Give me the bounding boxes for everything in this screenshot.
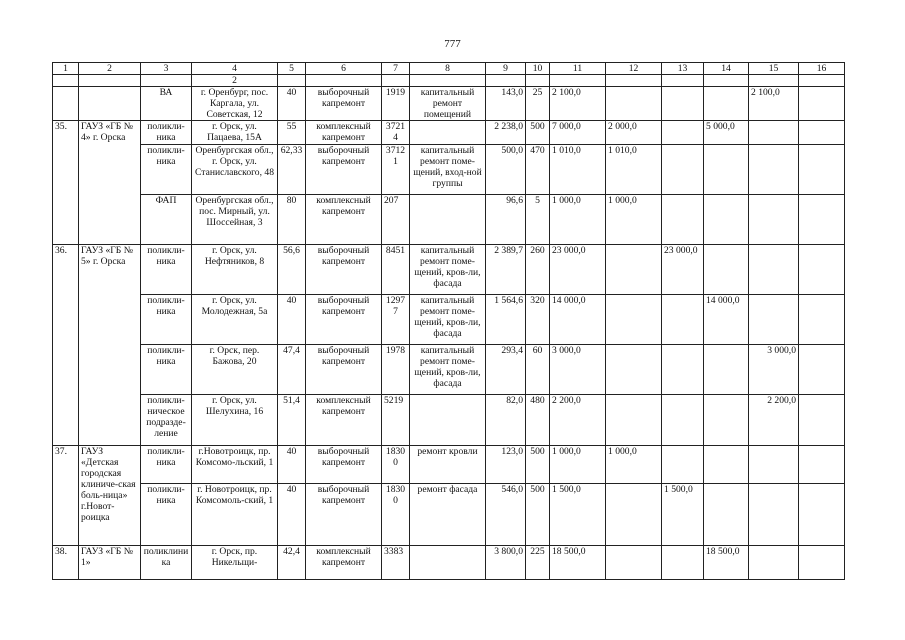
cost-year [799,345,845,395]
capacity: 500 [526,121,550,145]
cell [410,75,486,87]
capacity: 500 [526,446,550,484]
cost-year [606,245,662,295]
capacity: 5 [526,195,550,245]
header-cell: 13 [662,63,704,75]
cost-year: 18 500,0 [704,546,749,580]
table-row [53,446,845,484]
cell [550,75,606,87]
cost-year [662,87,704,121]
facility-type: ФАП [141,195,192,245]
cost-year: 23 000,0 [662,245,704,295]
total-cost: 2 100,0 [550,87,606,121]
header-cell: 11 [550,63,606,75]
cost-year [662,145,704,195]
table-row [53,245,845,295]
cost-year [799,195,845,245]
work-description: ремонт фасада [410,484,486,546]
facility-type: поликли-ническое подразде-ление [141,395,192,446]
cost-year [799,546,845,580]
table-row [53,546,845,580]
header-cell: 6 [306,63,382,75]
wear-percent: 56,6 [278,245,306,295]
row-number: 38. [53,546,79,580]
cost-year [662,195,704,245]
capacity: 260 [526,245,550,295]
address: Оренбургская обл., г. Орск, ул. Станиславского, 48 [192,145,278,195]
cost-year [799,395,845,446]
capacity: 470 [526,145,550,195]
area: 3 800,0 [486,546,526,580]
facility-type: поликли-ника [141,295,192,345]
cell [278,75,306,87]
year-or-code: 37214 [382,121,410,145]
cost-year [749,121,799,145]
header-cell: 10 [526,63,550,75]
institution: ГАУЗ «ГБ № 5» г. Орска [79,245,141,446]
repair-type: выборочный капремонт [306,484,382,546]
row-number: 37. [53,446,79,546]
work-description: капитальный ремонт поме-щений, вход-ной группы [410,145,486,195]
cell [382,75,410,87]
header-cell: 14 [704,63,749,75]
work-description: капитальный ремонт поме-щений, кров-ли, фасада [410,295,486,345]
repair-type: выборочный капремонт [306,345,382,395]
capacity: 320 [526,295,550,345]
facility-type: поликли-ника [141,121,192,145]
row-number: 35. [53,121,79,245]
cost-year [606,87,662,121]
address: Оренбургская обл., пос. Мирный, ул. Шоссейная, 3 [192,195,278,245]
wear-percent: 47,4 [278,345,306,395]
year-or-code: 8451 [382,245,410,295]
cost-year: 2 100,0 [749,87,799,121]
table-row [53,75,845,87]
capacity: 60 [526,345,550,395]
facility-type: поликли-ника [141,446,192,484]
repair-type: выборочный капремонт [306,446,382,484]
year-or-code: 37121 [382,145,410,195]
header-cell: 4 [192,63,278,75]
year-or-code: 1978 [382,345,410,395]
address: г. Орск, пер. Бажова, 20 [192,345,278,395]
cost-year [662,121,704,145]
cost-year [704,195,749,245]
cost-year [749,145,799,195]
repair-type: комплексный капремонт [306,121,382,145]
year-or-code: 207 [382,195,410,245]
area: 2 238,0 [486,121,526,145]
institution [79,87,141,121]
work-description [410,546,486,580]
cost-year: 2 200,0 [749,395,799,446]
header-cell: 15 [749,63,799,75]
cost-year [704,446,749,484]
table-row [53,295,845,345]
year-or-code: 3383 [382,546,410,580]
capacity: 480 [526,395,550,446]
work-description [410,195,486,245]
cost-year [799,145,845,195]
cost-year [799,446,845,484]
header-cell: 3 [141,63,192,75]
cell [306,75,382,87]
facility-type: поликли-ника [141,245,192,295]
total-cost: 3 000,0 [550,345,606,395]
cost-year [662,446,704,484]
header-cell: 2 [79,63,141,75]
address: г. Орск, пр. Никельщи- [192,546,278,580]
address: г.Новотроицк, пр. Комсомо-льский, 1 [192,446,278,484]
wear-percent: 40 [278,295,306,345]
table-row [53,395,845,446]
header-cell: 7 [382,63,410,75]
facility-type [141,75,192,87]
cost-year: 5 000,0 [704,121,749,145]
cost-year [799,87,845,121]
cost-year [606,484,662,546]
facility-type: ВА [141,87,192,121]
cost-year [799,484,845,546]
work-description: капитальный ремонт поме-щений, кров-ли, фасада [410,345,486,395]
work-description [410,395,486,446]
repair-type: комплексный капремонт [306,195,382,245]
cost-year [662,395,704,446]
row-number: 36. [53,245,79,446]
table-row [53,345,845,395]
capacity: 500 [526,484,550,546]
facility-type: поликли-ника [141,484,192,546]
wear-percent: 55 [278,121,306,145]
area: 293,4 [486,345,526,395]
cell [799,75,845,87]
area: 2 389,7 [486,245,526,295]
area: 500,0 [486,145,526,195]
year-or-code: 18300 [382,446,410,484]
facility-type: поликлини ка [141,546,192,580]
cost-year [749,484,799,546]
cost-year: 3 000,0 [749,345,799,395]
row-number [53,87,79,121]
area: 82,0 [486,395,526,446]
area: 123,0 [486,446,526,484]
total-cost: 7 000,0 [550,121,606,145]
cost-year [662,295,704,345]
cost-year [606,395,662,446]
area: 143,0 [486,87,526,121]
total-cost: 1 500,0 [550,484,606,546]
address: г. Оренбург, пос. Каргала, ул. Советская, 12 [192,87,278,121]
cost-year [704,145,749,195]
cost-year [606,546,662,580]
cost-year: 14 000,0 [704,295,749,345]
cost-year: 1 000,0 [606,446,662,484]
wear-percent: 40 [278,446,306,484]
work-description: капитальный ремонт помещений [410,87,486,121]
total-cost: 1 000,0 [550,195,606,245]
total-cost: 1 010,0 [550,145,606,195]
cell [606,75,662,87]
table-row [53,121,845,145]
institution [79,75,141,87]
table-row [53,145,845,195]
address: г. Орск, ул. Нефтяников, 8 [192,245,278,295]
facility-type: поликли-ника [141,345,192,395]
institution: ГАУЗ «ГБ № 1» [79,546,141,580]
cost-year [606,345,662,395]
cost-year [662,546,704,580]
cost-year [662,345,704,395]
repair-type: комплексный капремонт [306,395,382,446]
total-cost: 23 000,0 [550,245,606,295]
cost-year [799,295,845,345]
header-cell: 16 [799,63,845,75]
cost-year [799,121,845,145]
cost-year [606,295,662,345]
repair-program-table [52,62,845,580]
cost-year [704,87,749,121]
address: г. Новотроицк, пр. Комсомоль-ский, 1 [192,484,278,546]
repair-type: комплексный капремонт [306,546,382,580]
institution: ГАУЗ «ГБ № 4» г. Орска [79,121,141,245]
cell [486,75,526,87]
cost-year [704,245,749,295]
wear-percent: 40 [278,87,306,121]
area: 1 564,6 [486,295,526,345]
repair-type: выборочный капремонт [306,295,382,345]
address: г. Орск, ул. Шелухина, 16 [192,395,278,446]
cost-year: 1 010,0 [606,145,662,195]
institution: ГАУЗ «Детская городская клиниче-ская боль-ница» г.Новот-роицка [79,446,141,546]
area: 96,6 [486,195,526,245]
total-cost: 2 200,0 [550,395,606,446]
wear-percent: 51,4 [278,395,306,446]
cell [704,75,749,87]
work-description: капитальный ремонт поме-щений, кров-ли, фасада [410,245,486,295]
cost-year [749,546,799,580]
repair-type: выборочный капремонт [306,245,382,295]
repair-type: выборочный капремонт [306,145,382,195]
page-number: 777 [444,38,461,50]
repair-type: выборочный капремонт [306,87,382,121]
cost-year [749,195,799,245]
work-description [410,121,486,145]
header-cell: 5 [278,63,306,75]
cost-year [704,395,749,446]
area: 546,0 [486,484,526,546]
facility-type: поликли-ника [141,145,192,195]
year-or-code: 12977 [382,295,410,345]
cost-year [704,345,749,395]
cost-year [704,484,749,546]
cell [526,75,550,87]
cost-year [749,446,799,484]
cost-year [799,245,845,295]
address: г. Орск, ул. Молодежная, 5а [192,295,278,345]
table-row [53,87,845,121]
capacity: 25 [526,87,550,121]
wear-percent: 62,33 [278,145,306,195]
cell [749,75,799,87]
table-row [53,195,845,245]
header-cell: 12 [606,63,662,75]
wear-percent: 42,4 [278,546,306,580]
address: 2 [192,75,278,87]
wear-percent: 40 [278,484,306,546]
header-cell: 1 [53,63,79,75]
cost-year [749,295,799,345]
header-cell: 9 [486,63,526,75]
capacity: 225 [526,546,550,580]
cell [662,75,704,87]
total-cost: 18 500,0 [550,546,606,580]
cost-year [749,245,799,295]
header-cell: 8 [410,63,486,75]
row-number [53,75,79,87]
address: г. Орск, ул. Пацаева, 15А [192,121,278,145]
table-row [53,484,845,546]
total-cost: 14 000,0 [550,295,606,345]
work-description: ремонт кровли [410,446,486,484]
total-cost: 1 000,0 [550,446,606,484]
wear-percent: 80 [278,195,306,245]
column-number-row [53,63,845,75]
year-or-code: 1919 [382,87,410,121]
year-or-code: 18300 [382,484,410,546]
cost-year: 1 000,0 [606,195,662,245]
year-or-code: 5219 [382,395,410,446]
cost-year: 1 500,0 [662,484,704,546]
cost-year: 2 000,0 [606,121,662,145]
